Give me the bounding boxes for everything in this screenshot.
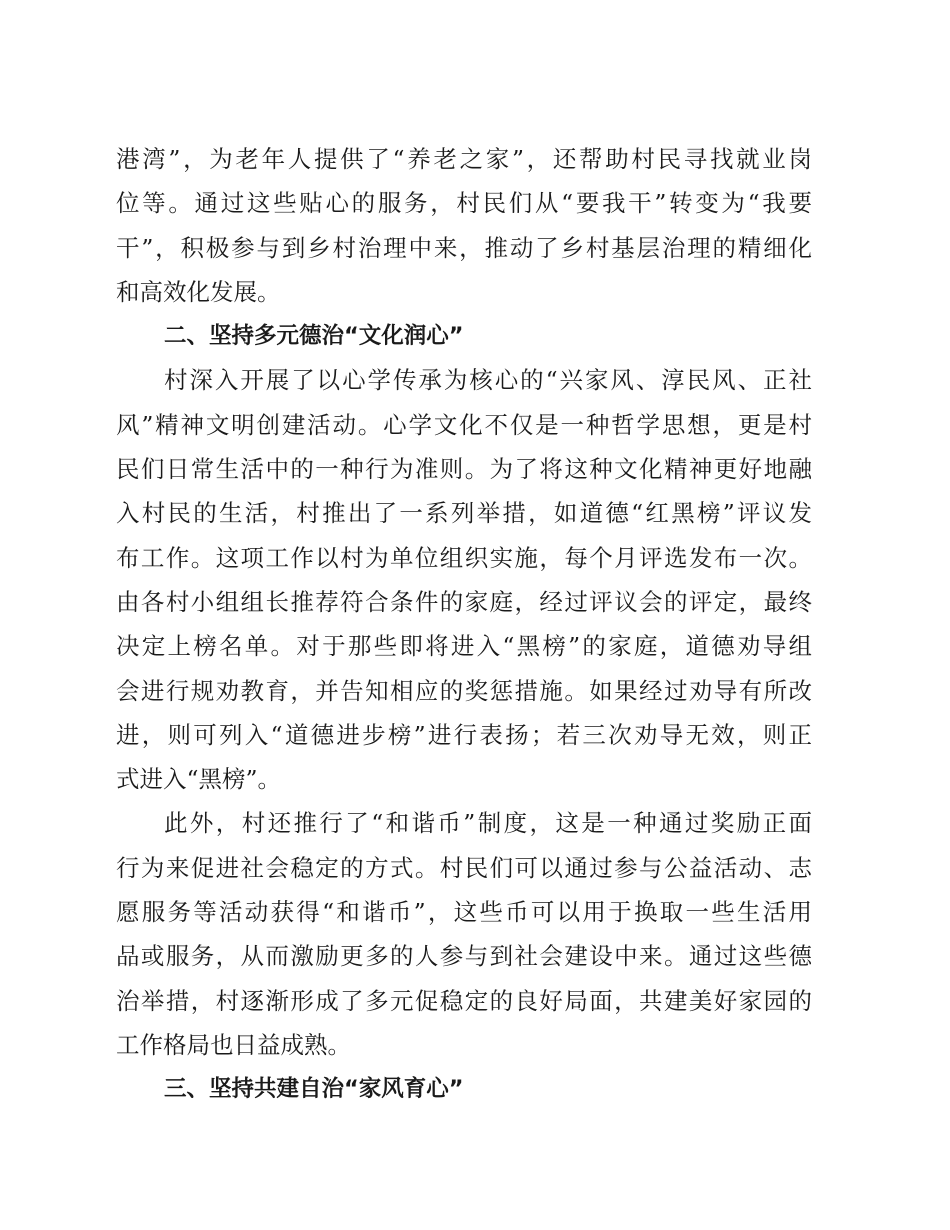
body-line: 干”，积极参与到乡村治理中来，推动了乡村基层治理的精细化 [116,233,812,262]
body-line: 治举措，村逐渐形成了多元促稳定的良好局面，共建美好家园的 [116,986,812,1015]
body-line: 会进行规劝教育，并告知相应的奖惩措施。如果经过劝导有所改 [116,676,812,705]
body-line: 此外，村还推行了“和谐币”制度，这是一种通过奖励正面 [164,809,812,838]
document-body [116,137,812,1112]
body-line: 位等。通过这些贴心的服务，村民们从“要我干”转变为“我要 [116,189,812,218]
body-line: 布工作。这项工作以村为单位组织实施，每个月评选发布一次。 [116,543,812,572]
body-line: 愿服务等活动获得“和谐币”，这些币可以用于换取一些生活用 [116,898,812,927]
body-line: 行为来促进社会稳定的方式。村民们可以通过参与公益活动、志 [116,853,812,882]
body-line: 港湾”，为老年人提供了“养老之家”，还帮助村民寻找就业岗 [116,145,812,173]
body-line: 风”精神文明创建活动。心学文化不仅是一种哲学思想，更是村 [116,410,812,439]
body-line: 民们日常生活中的一种行为准则。为了将这种文化精神更好地融 [116,455,812,484]
body-line: 入村民的生活，村推出了一系列举措，如道德“红黑榜”评议发 [116,499,812,528]
body-line: 式进入“黑榜”。 [116,765,282,794]
body-line: 品或服务，从而激励更多的人参与到社会建设中来。通过这些德 [116,942,812,971]
section-heading-3: 三、坚持共建自治“家风育心” [164,1076,464,1103]
body-line: 决定上榜名单。对于那些即将进入“黑榜”的家庭，道德劝导组 [116,632,812,661]
body-line: 和高效化发展。 [116,277,281,306]
body-line: 进，则可列入“道德进步榜”进行表扬；若三次劝导无效，则正 [116,720,812,749]
body-line: 由各村小组组长推荐符合条件的家庭，经过评议会的评定，最终 [116,587,812,616]
body-line: 村深入开展了以心学传承为核心的“兴家风、淳民风、正社 [164,366,812,395]
body-line: 工作格局也日益成熟。 [116,1030,351,1059]
section-heading-2: 二、坚持多元德治“文化润心” [164,323,464,350]
